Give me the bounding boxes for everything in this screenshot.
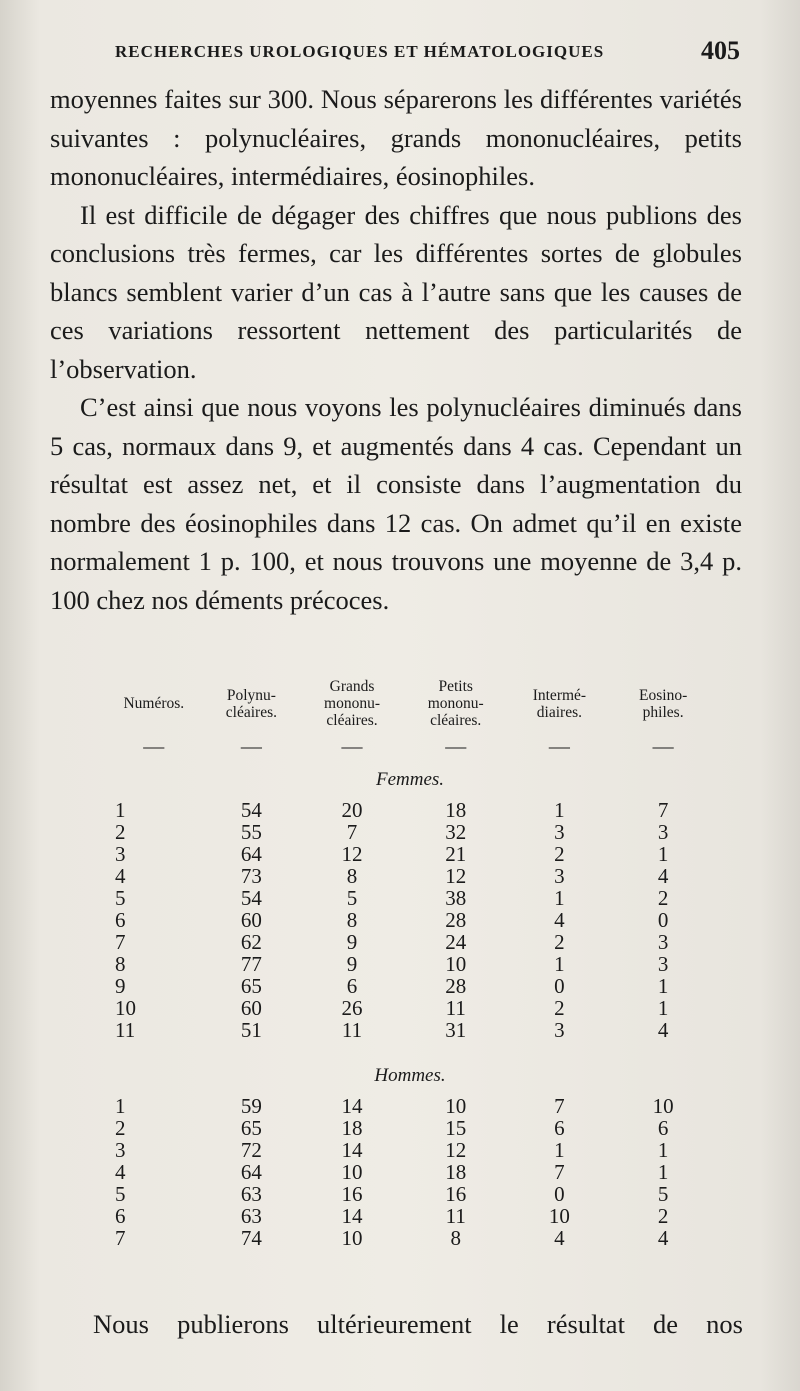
table-cell: 10 xyxy=(341,1160,363,1184)
table-cell: 2 xyxy=(115,820,126,844)
table-cell: 64 xyxy=(240,1160,262,1184)
table-cell: 5 xyxy=(115,886,126,910)
section-title-row xyxy=(105,1055,715,1095)
table-cell: 18 xyxy=(445,798,467,822)
table-cell: 64 xyxy=(240,842,262,866)
table-cell: 4 xyxy=(657,864,669,888)
table-cell: 3 xyxy=(115,842,126,866)
table-cell: 2 xyxy=(554,996,565,1020)
table-cell: 54 xyxy=(240,798,262,822)
table-row xyxy=(105,1227,715,1249)
col-header-petits-mononucleaires: Petits mononu- cléaires. xyxy=(427,678,484,729)
table-cell: 3 xyxy=(554,864,565,888)
table-cell: 59 xyxy=(240,1094,262,1118)
table-cell: 63 xyxy=(240,1182,262,1206)
table-cell: 21 xyxy=(445,842,467,866)
table-row xyxy=(105,1095,715,1117)
table-cell: 0 xyxy=(554,974,565,998)
table-cell: 9 xyxy=(346,930,358,954)
table-cell: 2 xyxy=(115,1116,126,1140)
table-cell: 5 xyxy=(657,1182,669,1206)
table-cell: 10 xyxy=(341,1226,363,1250)
table-cell: 4 xyxy=(554,908,565,932)
table-cell: 3 xyxy=(657,820,669,844)
table-cell: 3 xyxy=(657,930,669,954)
paragraph: Il est difficile de dégager des chiffres que nous publions des conclusions très fermes, car les différentes sortes de globules blancs semblent varier d’un cas à l’autre sans que les causes de ces variations ressortent nettement des particularités de l’observation. xyxy=(50,199,742,384)
table-cell: 38 xyxy=(445,886,467,910)
table-row xyxy=(105,799,715,821)
table-cell: 1 xyxy=(554,952,565,976)
section-title: Hommes. xyxy=(374,1065,446,1086)
table-row xyxy=(105,1019,715,1041)
table-cell: 9 xyxy=(346,952,358,976)
table-cell: 15 xyxy=(445,1116,467,1140)
table-cell: 1 xyxy=(554,798,565,822)
table-cell: 6 xyxy=(346,974,358,998)
section-title: Femmes. xyxy=(375,769,445,790)
table-row xyxy=(105,953,715,975)
col-header-intermediaires: Intermé- diaires. xyxy=(532,686,587,721)
table-cell: 1 xyxy=(115,1094,126,1118)
table-cell: 77 xyxy=(240,952,262,976)
table-cell: 60 xyxy=(240,908,262,932)
table-row xyxy=(105,931,715,953)
table-cell: 0 xyxy=(554,1182,565,1206)
table-cell: 4 xyxy=(657,1226,669,1250)
table-body xyxy=(105,734,715,1250)
table-cell: 1 xyxy=(554,1138,565,1162)
col-header-polynucleaires: Polynu- cléaires. xyxy=(225,686,277,721)
table-row xyxy=(105,909,715,931)
page-header xyxy=(115,36,740,70)
table-cell: 16 xyxy=(341,1182,363,1206)
table-cell: 8 xyxy=(346,864,358,888)
table-cell: 1 xyxy=(657,974,669,998)
table-cell: 2 xyxy=(657,1204,669,1228)
table-cell: 20 xyxy=(341,798,363,822)
paragraph: moyennes faites sur 300. Nous séparerons les différentes variétés suivantes : polynucléaires, grands mononucléaires, petits mononucléaires, intermédiaires, éosinophiles. xyxy=(50,84,742,191)
table-cell: 54 xyxy=(240,886,262,910)
table-cell: 6 xyxy=(115,908,126,932)
table-cell: 65 xyxy=(240,974,262,998)
table-cell: 18 xyxy=(445,1160,467,1184)
table-cell: 14 xyxy=(341,1204,363,1228)
section-gap xyxy=(105,1041,715,1055)
table-cell: 7 xyxy=(657,798,669,822)
table-cell: 16 xyxy=(445,1182,467,1206)
table-cell: 32 xyxy=(445,820,467,844)
table-cell: 14 xyxy=(341,1138,363,1162)
table-cell: 6 xyxy=(115,1204,126,1228)
table-cell: 1 xyxy=(657,1160,669,1184)
table-cell: 3 xyxy=(554,1018,565,1042)
table-cell: 1 xyxy=(657,842,669,866)
table-cell: 62 xyxy=(240,930,262,954)
table-cell: 4 xyxy=(115,864,126,888)
table-cell: 10 xyxy=(445,952,467,976)
running-head: RECHERCHES UROLOGIQUES ET HÉMATOLOGIQUES xyxy=(115,42,605,61)
table-cell: 7 xyxy=(554,1094,565,1118)
table-cell: 2 xyxy=(554,842,565,866)
table-cell: 3 xyxy=(554,820,565,844)
table-cell: 4 xyxy=(115,1160,126,1184)
table-cell: 9 xyxy=(115,974,126,998)
table-cell: 14 xyxy=(341,1094,363,1118)
table-cell: 11 xyxy=(341,1018,363,1042)
table-cell: 12 xyxy=(445,1138,467,1162)
section-title-row xyxy=(105,759,715,799)
table-cell: 60 xyxy=(240,996,262,1020)
table-cell: 55 xyxy=(240,820,262,844)
table-row xyxy=(105,1139,715,1161)
table-cell: 7 xyxy=(346,820,358,844)
closing-line: Nous publierons ultérieurement le résultat de nos xyxy=(93,1309,743,1339)
table-cell: 72 xyxy=(240,1138,262,1162)
table-cell: 73 xyxy=(240,864,262,888)
table-cell: 4 xyxy=(657,1018,669,1042)
table-cell: 10 xyxy=(652,1094,674,1118)
table-cell: 1 xyxy=(657,1138,669,1162)
col-header-grands-mononucleaires: Grands mononu- cléaires. xyxy=(324,678,381,729)
table-cell: 63 xyxy=(240,1204,262,1228)
table-cell: 6 xyxy=(554,1116,565,1140)
table-row xyxy=(105,997,715,1019)
table-cell: 12 xyxy=(341,842,363,866)
table-cell: 7 xyxy=(554,1160,565,1184)
table-cell: 8 xyxy=(346,908,358,932)
page-number: 405 xyxy=(701,36,740,65)
table-cell: 8 xyxy=(115,952,126,976)
table-cell: 18 xyxy=(341,1116,363,1140)
table-cell: 1 xyxy=(554,886,565,910)
table-row xyxy=(105,975,715,997)
table-cell: 3 xyxy=(115,1138,126,1162)
table-cell: 2 xyxy=(657,886,669,910)
table-row xyxy=(105,1183,715,1205)
table-cell: 1 xyxy=(115,798,126,822)
table-cell: 28 xyxy=(445,908,467,932)
table-cell: 12 xyxy=(445,864,467,888)
table-cell: 10 xyxy=(445,1094,467,1118)
table-cell: 7 xyxy=(115,930,126,954)
table-cell: 5 xyxy=(346,886,358,910)
table-cell: 6 xyxy=(657,1116,669,1140)
table-cell: 28 xyxy=(445,974,467,998)
table-cell: 2 xyxy=(554,930,565,954)
table-cell: 24 xyxy=(445,930,467,954)
table-cell: 8 xyxy=(450,1226,461,1250)
table-row xyxy=(105,821,715,843)
table-cell: 51 xyxy=(240,1018,262,1042)
table-cell: 74 xyxy=(240,1226,262,1250)
table-cell: 11 xyxy=(445,996,466,1020)
table-row xyxy=(105,1117,715,1139)
table-cell: 65 xyxy=(240,1116,262,1140)
table-cell: 3 xyxy=(657,952,669,976)
table-cell: 11 xyxy=(115,1018,136,1042)
col-header-numeros: Numéros. xyxy=(123,695,185,712)
table-row xyxy=(105,843,715,865)
table-cell: 31 xyxy=(445,1018,467,1042)
table-cell: 5 xyxy=(115,1182,126,1206)
table-cell: 7 xyxy=(115,1226,126,1250)
table-cell: 11 xyxy=(445,1204,466,1228)
table-cell: 0 xyxy=(657,908,669,932)
blood-count-table xyxy=(105,678,715,1249)
table-row xyxy=(105,1205,715,1227)
table-row xyxy=(105,1161,715,1183)
table-cell: 26 xyxy=(341,996,363,1020)
table-cell: 10 xyxy=(115,996,136,1020)
table-row xyxy=(105,865,715,887)
col-header-eosinophiles: Eosino- philes. xyxy=(639,686,688,721)
table-cell: 1 xyxy=(657,996,669,1020)
table-header-row xyxy=(105,678,715,737)
table-cell: 4 xyxy=(554,1226,565,1250)
paragraph: C’est ainsi que nous voyons les polynucléaires diminués dans 5 cas, normaux dans 9, et augmentés dans 4 cas. Cependant un résultat est assez net, et il consiste dans l’augmentation du nombre des éosinophiles dans 12 cas. On admet qu’il en existe normalement 1 p. 100, et nous trouvons une moyenne de 3,4 p. 100 chez nos déments précoces. xyxy=(50,392,742,615)
table-row xyxy=(105,887,715,909)
dash-row: — — — — — — xyxy=(143,734,674,758)
body-text xyxy=(50,80,742,619)
table-cell: 10 xyxy=(548,1204,570,1228)
